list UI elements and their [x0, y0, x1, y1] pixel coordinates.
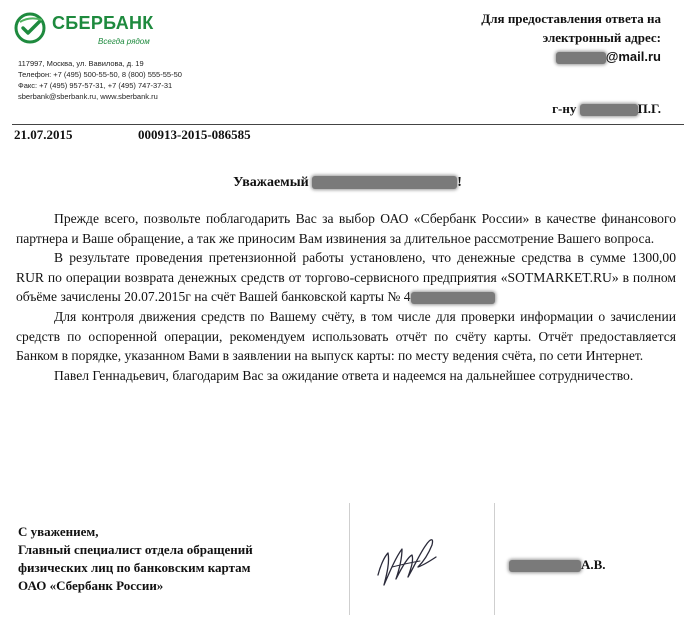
email-domain: @mail.ru — [605, 49, 661, 64]
redacted-recipient-surname — [580, 104, 638, 116]
reply-address-block — [481, 9, 661, 66]
paragraph-4: Павел Геннадьевич, благодарим Вас за ожидание ответа и надеемся на дальнейшее сотрудничество. — [54, 367, 634, 383]
paragraph-3: Для контроля движения средств по Вашему счёту, в том числе для проверки информации о зачислении средств по оспоренной операции, рекомендуем использовать отчёт по счёту карты. Отчёт предоставляется Банком в порядке, указанном Вами в заявлении на выпуск карты: по месту ведения счёта, по сети Интернет. — [16, 308, 676, 364]
paragraph-2 — [16, 248, 676, 307]
reply-line-2: электронный адрес: — [542, 30, 661, 45]
document-date: 21.07.2015 — [14, 127, 73, 142]
recipient-prefix: г-ну — [552, 101, 577, 116]
paragraph-1: Прежде всего, позвольте поблагодарить Вас за выбор ОАО «Сбербанк России» в качестве финансового партнера и Ваше обращение, а так же приносим Вам извинения за длительное рассмотрение Вашего вопроса. — [16, 211, 676, 246]
document-number: 000913-2015-086585 — [138, 127, 251, 142]
salutation-suffix: ! — [457, 175, 462, 190]
redacted-recipient-name — [312, 176, 457, 189]
paragraph-2-text: В результате проведения претензионной работы установлено, что денежные средства в сумме 1300,00 RUR по операции возврата денежных средств от торгово-сервисного предприятия «SOTMARKET.RU» в полном объёме зачислены 20.07.2015г на счёт Вашей банковской карты № — [16, 250, 676, 305]
signature-table — [10, 503, 685, 615]
redacted-signer-surname — [509, 560, 581, 572]
bank-address: 117997, Москва, ул. Вавилова, д. 19 — [18, 59, 144, 68]
organization-line: ОАО «Сбербанк России» — [18, 578, 164, 593]
signer-initials: А.В. — [581, 557, 606, 572]
salutation — [0, 175, 695, 191]
reply-email — [481, 47, 661, 66]
bank-fax: Факс: +7 (495) 957-57-31, +7 (495) 747-37-31 — [18, 81, 173, 90]
bank-name: СБЕРБАНК — [52, 13, 154, 33]
signature-title — [18, 523, 253, 595]
signature-title-cell — [10, 503, 350, 615]
recipient-line — [552, 101, 661, 117]
redacted-email-user — [556, 52, 606, 64]
bank-contacts — [18, 58, 182, 102]
redacted-card-number — [411, 292, 495, 304]
recipient-initials: П.Г. — [637, 101, 661, 116]
sberbank-logo-icon — [14, 12, 46, 44]
signer-name-cell — [495, 503, 685, 615]
reply-line-1: Для предоставления ответа на — [481, 11, 661, 26]
closing-line: С уважением, — [18, 524, 99, 539]
bank-web: sberbank@sberbank.ru, www.sberbank.ru — [18, 92, 158, 101]
signer-name — [509, 557, 606, 573]
header-divider — [12, 124, 684, 125]
handwritten-signature — [372, 527, 442, 591]
bank-slogan: Всегда рядом — [98, 37, 150, 46]
bank-phone: Телефон: +7 (495) 500-55-50, 8 (800) 555-55-50 — [18, 70, 182, 79]
signature-image-cell — [350, 503, 495, 615]
card-number-visible: 4 — [403, 289, 411, 305]
position-line-1: Главный специалист отдела обращений — [18, 542, 253, 557]
letter-body — [16, 209, 676, 385]
position-line-2: физических лиц по банковским картам — [18, 560, 251, 575]
salutation-prefix: Уважаемый — [233, 175, 309, 190]
